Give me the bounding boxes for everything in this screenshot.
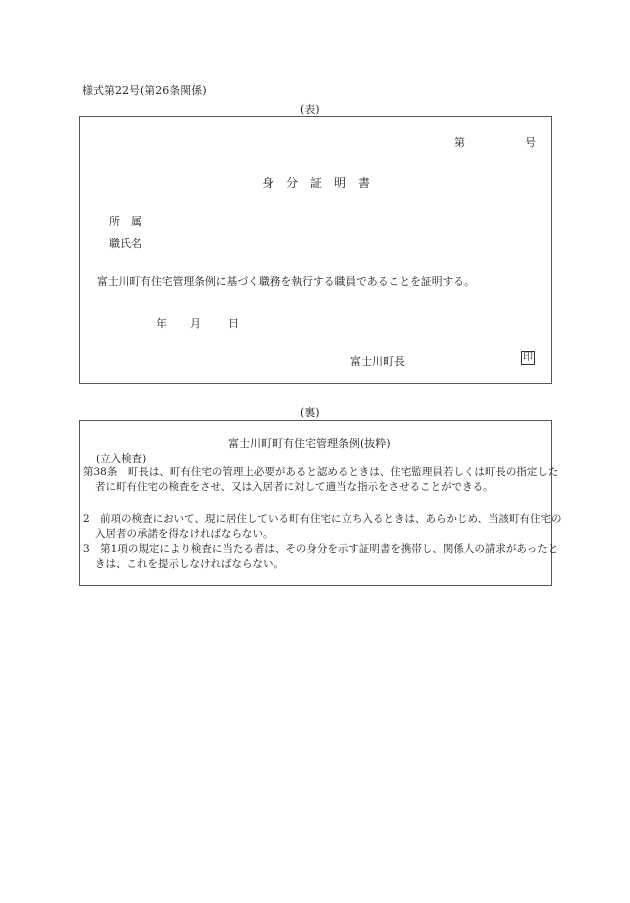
certificate-title: 身 分 証 明 書 <box>262 176 371 190</box>
front-label: (表) <box>300 103 320 116</box>
article-38-para-2: 2 前項の検査において、現に居住している町有住宅に立ち入るときは、あらかじめ、当該町有住宅の入居者の承諾を得なければならない。 <box>83 513 562 540</box>
ordinance-title: 富士川町町有住宅管理条例(抜粋) <box>228 437 391 450</box>
certificate-number-go: 号 <box>525 136 536 149</box>
certificate-number-dai: 第 <box>454 136 465 149</box>
field-affiliation: 所 属 <box>109 215 142 228</box>
date-year: 年 <box>156 317 167 330</box>
certification-statement: 富士川町有住宅管理条例に基づく職務を執行する職員であることを証明する。 <box>97 275 475 288</box>
back-label: (裏) <box>300 406 320 419</box>
date-day: 日 <box>228 317 239 330</box>
article-38-para-3: 3 第1項の規定により検査に当たる者は、その身分を示す証明書を携帯し、関係人の請求があったときは、これを提示しなければならない。 <box>83 543 559 570</box>
seal-mark: 印 <box>523 352 533 363</box>
field-name: 職氏名 <box>109 237 142 250</box>
article-caption: (立入検査) <box>96 453 147 465</box>
article-38: 第38条 町長は、町有住宅の管理上必要があると認めるときは、住宅監理員若しくは町長の指定した者に町有住宅の検査をさせ、又は入居者に対して適当な指示をさせることができる。 <box>83 466 559 493</box>
front-card <box>79 116 552 384</box>
form-header: 様式第22号(第26条関係) <box>82 84 207 97</box>
issuer-name: 富士川町長 <box>350 355 405 368</box>
date-month: 月 <box>190 317 201 330</box>
